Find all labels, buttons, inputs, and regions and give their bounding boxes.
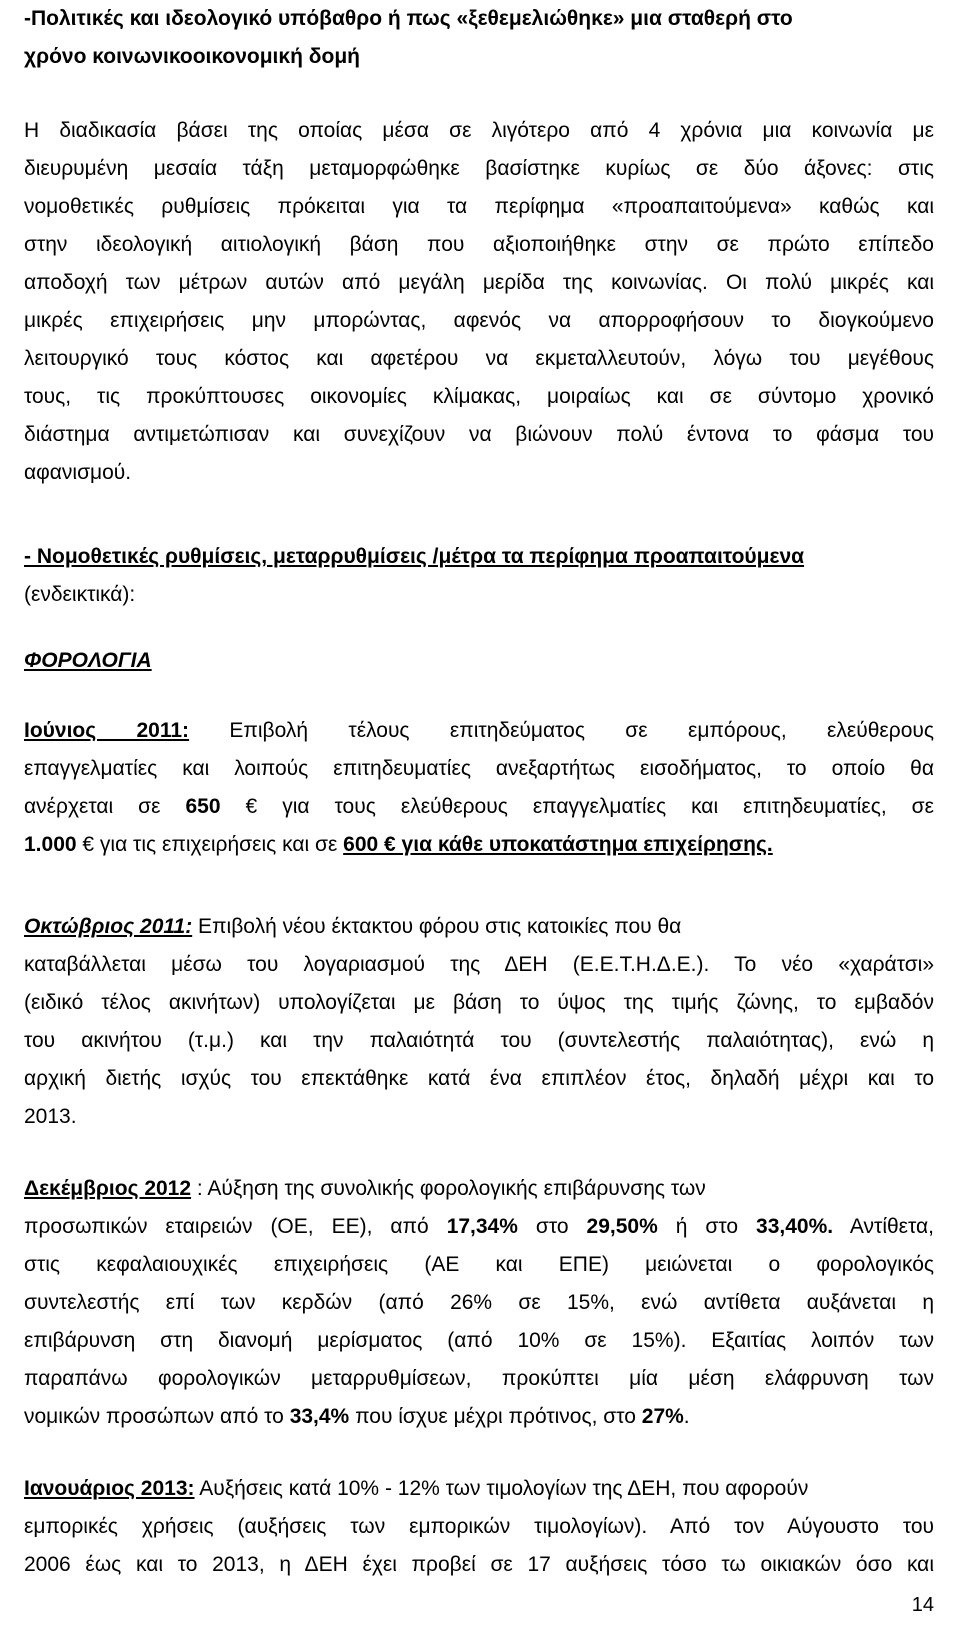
dec-2012-line-4: συντελεστής επί των κερδών (από 26% σε 15%, ενώ αντίθετα αυξάνεται η [24,1291,934,1314]
jan-2013-text: Αυξήσεις κατά 10% - 12% των τιμολογίων της ΔΕΗ, που αφορούν [199,1477,809,1500]
dec-2012-line-5: επιβάρυνση στη διανομή μερίσματος (από 10% σε 15%). Εξαιτίας λοιπόν των [24,1329,934,1352]
intro-line: στην ιδεολογική αιτιολογική βάση που αξιοποιήθηκε στην σε πρώτο επίπεδο [24,233,934,256]
june-2011-text: Επιβολή τέλους επιτηδεύματος σε εμπόρους, ελεύθερους [229,719,934,742]
amount-1000: 1.000 [24,833,77,856]
intro-line: μικρές επιχειρήσεις μην μπορώντας, αφενός να απορροφήσουν το διογκούμενο [24,309,934,332]
intro-line: αφανισμού. [24,461,132,484]
june-2011-line-3 [24,788,934,826]
rate-value: 27% [641,1405,684,1428]
dec-2012-label: Δεκέμβριος 2012 [24,1177,192,1200]
oct-2011-text: Επιβολή νέου έκτακτου φόρου στις κατοικίες που θα [198,915,682,938]
page-number: 14 [911,1594,934,1616]
heading-line-2: χρόνο κοινωνικοοικονομική δομή [24,45,360,68]
oct-2011-line-3: (ειδικό τέλος ακινήτων) υπολογίζεται με βάση το ύψος της τιμής ζώνης, το εμβαδόν [24,991,934,1014]
amount-600: 600 € για κάθε υποκατάστημα επιχείρησης. [343,833,773,856]
june-2011-text: ανέρχεται σε [24,795,161,818]
dec-2012-line-1 [24,1170,934,1208]
dec-2012-line-7 [24,1398,934,1436]
june-2011-label: Ιούνιος 2011: [24,719,190,742]
jan-2013-label: Ιανουάριος 2013: [24,1477,195,1500]
dec-2012-line-2 [24,1208,934,1246]
oct-2011-line-2: καταβάλλεται μέσω του λογαριασμού της ΔΕΗ (Ε.Ε.Τ.Η.Δ.Ε.). Το νέο «χαράτσι» [24,953,934,976]
dec-2012-text: προσωπικών εταιρειών (ΟΕ, ΕΕ), από [24,1215,429,1238]
rate-value: 17,34% [446,1215,518,1238]
june-2011-line-2: επαγγελματίες και λοιπούς επιτηδευματίες ανεξαρτήτως εισοδήματος, το οποίο θα [24,757,934,780]
intro-line: τους, τις προκύπτουσες οικονομίες κλίμακας, μοιραίως και σε σύντομο χρονικό [24,385,934,408]
june-2011-text: € για τους ελεύθερους επαγγελματίες και επιτηδευματίες, σε [245,795,934,818]
intro-line: αποδοχή των μέτρων αυτών από μεγάλη μερίδα της κοινωνίας. Οι πολύ μικρές και [24,271,934,294]
oct-2011-line-6: 2013. [24,1105,77,1128]
oct-2011-label: Οκτώβριος 2011: [24,915,193,938]
rate-value: 33,40%. [756,1215,834,1238]
dec-2012-line-3: στις κεφαλαιουχικές επιχειρήσεις (ΑΕ και ΕΠΕ) μειώνεται ο φορολογικός [24,1253,934,1276]
june-2011-line-1 [24,712,934,750]
intro-line: νομοθετικές ρυθμίσεις πρόκειται για τα περίφημα «προαπαιτούμενα» καθώς και [24,195,934,218]
jan-2013-line-1 [24,1470,934,1508]
intro-line: Η διαδικασία βάσει της οποίας μέσα σε λιγότερο από 4 χρόνια μια κοινωνία με [24,119,934,142]
dec-2012-line-6: παραπάνω φορολογικών μεταρρυθμίσεων, προκύπτει μία μέση ελάφρυνση των [24,1367,934,1390]
june-2011-line-4 [24,826,934,864]
intro-line: διευρυμένη μεσαία τάξη μεταμορφώθηκε βασίστηκε κυρίως σε δύο άξονες: στις [24,157,934,180]
rate-value: 29,50% [586,1215,658,1238]
intro-line: λειτουργικό τους κόστος και αφετέρου να εκμεταλλευτούν, λόγω του μεγέθους [24,347,934,370]
dec-2012-text: νομικών προσώπων από το [24,1405,284,1428]
heading-line-1: -Πολιτικές και ιδεολογικό υπόβαθρο ή πως «ξεθεμελιώθηκε» μια σταθερή στο [24,7,793,30]
rate-value: 33,4% [289,1405,350,1428]
amount-650: 650 [185,795,221,818]
jan-2013-line-2: εμπορικές χρήσεις (αυξήσεις των εμπορικών τιμολογίων). Από τον Αύγουστο του [24,1515,934,1538]
dec-2012-text: ή στο [675,1215,739,1238]
oct-2011-line-1 [24,908,934,946]
dec-2012-text: : Αύξηση της συνολικής φορολογικής επιβάρυνσης των [196,1177,706,1200]
intro-line: διάστημα αντιμετώπισαν και συνεχίζουν να βιώνουν πολύ έντονα το φάσμα του [24,423,934,446]
june-2011-text: € για τις επιχειρήσεις και σε [82,833,338,856]
section-title: - Νομοθετικές ρυθμίσεις, μεταρρυθμίσεις /μέτρα τα περίφημα προαπαιτούμενα [24,545,805,568]
jan-2013-line-3: 2006 έως και το 2013, η ΔΕΗ έχει προβεί σε 17 αυξήσεις τόσο τω οικιακών όσο και [24,1553,934,1576]
dec-2012-text: που ίσχυε μέχρι πρότινος, στο [355,1405,636,1428]
section-subtitle: (ενδεικτικά): [24,583,136,606]
dec-2012-text: Αντίθετα, [849,1215,935,1238]
oct-2011-line-4: του ακινήτου (τ.μ.) και την παλαιότητά του (συντελεστής παλαιότητας), ενώ η [24,1029,934,1052]
category-title: ΦΟΡΟΛΟΓΙΑ [24,649,152,672]
dec-2012-text: στο [535,1215,569,1238]
oct-2011-line-5: αρχική διετής ισχύς του επεκτάθηκε κατά ένα επιπλέον έτος, δηλαδή μέχρι και το [24,1067,934,1090]
dec-2012-text: . [683,1405,690,1428]
